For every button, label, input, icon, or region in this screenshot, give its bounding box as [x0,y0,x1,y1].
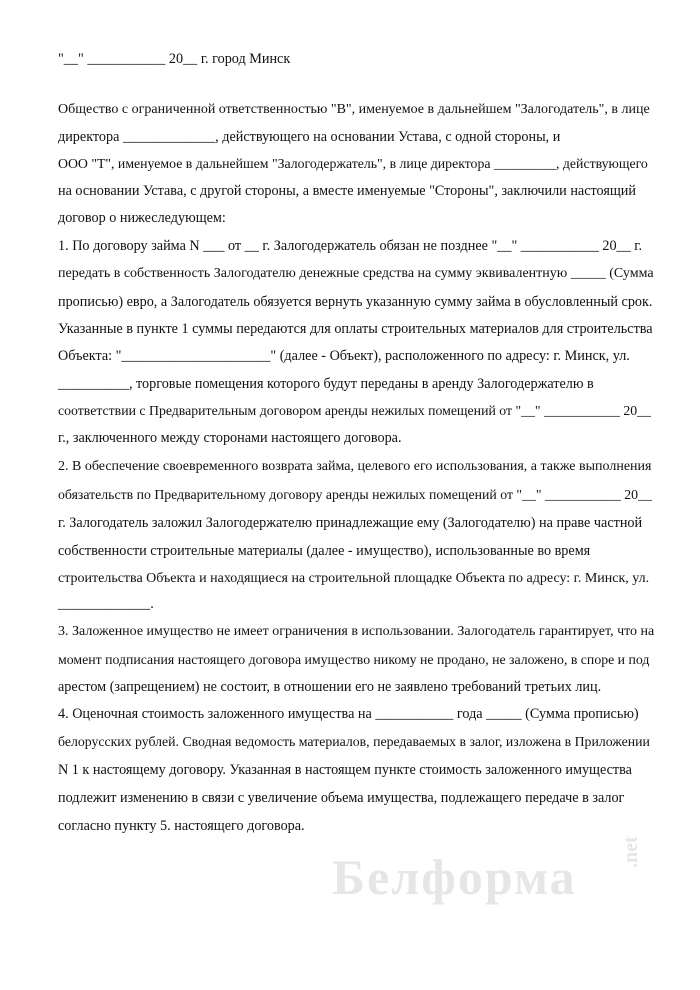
text-line: белорусских рублей. Сводная ведомость материалов, передаваемых в залог, изложена в Приложении [58,734,650,749]
text-line: собственности строительные материалы (далее - имущество), использованные во время [58,543,591,559]
text-line: 3. Заложенное имущество не имеет ограничения в использовании. Залогодатель гарантирует, что на [58,624,655,639]
text-line: передать в собственность Залогодателю денежные средства на сумму эквивалентную _____ (Сумма [58,266,654,281]
text-line: соответствии с Предварительным договором аренды нежилых помещений от "__" ___________ 20__ [58,403,651,418]
text-line: 1. По договору займа N ___ от __ г. Залогодержатель обязан не позднее "__" ___________ 20__ г. [58,238,643,254]
text-line: Общество с ограниченной ответственностью "В", именуемое в дальнейшем "Залогодатель", в лице [58,102,650,117]
text-line: 2. В обеспечение своевременного возврата займа, целевого его использования, а также выполнения [58,459,652,474]
watermark-suffix: .net [620,836,642,868]
text-line: Объекта: "_____________________" (далее - Объект), расположенного по адресу: г. Минск, ул. [58,348,630,364]
text-line: N 1 к настоящему договору. Указанная в настоящем пункте стоимость заложенного имущества [58,762,632,778]
text-line: обязательств по Предварительному договору аренды нежилых помещений от "__" ___________ 20__ [58,487,652,502]
watermark-logo: Белформа [332,849,577,905]
text-line: строительства Объекта и находящиеся на строительной площадке Объекта по адресу: г. Минск, ул. [58,571,650,586]
text-line: Указанные в пункте 1 суммы передаются для оплаты строительных материалов для строительства [58,321,653,337]
text-line: _____________. [58,596,154,612]
text-line: подлежит изменению в связи с увеличение объема имущества, подлежащего передаче в залог [58,790,625,806]
text-line: г. Залогодатель заложил Залогодержателю принадлежащие ему (Залогодателю) на праве частной [58,515,643,531]
text-line: прописью) евро, а Залогодатель обязуется вернуть указанную сумму займа в обусловленный срок. [58,294,653,310]
text-line: 4. Оценочная стоимость заложенного имущества на ___________ года _____ (Сумма прописью) [58,706,639,722]
text-line: договор о нижеследующем: [58,210,226,226]
document-header: "__" ___________ 20__ г. город Минск [58,51,291,67]
text-line: г., заключенного между сторонами настоящего договора. [58,430,402,446]
text-line: ООО "Т", именуемое в дальнейшем "Залогодержатель", в лице директора _________, действующего [58,156,648,171]
text-line: директора _____________, действующего на основании Устава, с одной стороны, и [58,129,561,145]
text-line: __________, торговые помещения которого будут переданы в аренду Залогодержателю в [58,376,594,392]
text-line: на основании Устава, с другой стороны, а вместе именуемые "Стороны", заключили настоящий [58,183,636,199]
text-line: согласно пункту 5. настоящего договора. [58,818,305,834]
text-line: момент подписания настоящего договора имущество никому не продано, не заложено, в споре и под [58,652,650,667]
text-line: арестом (запрещением) не состоит, в отношении его не заявлено требований третьих лиц. [58,679,602,695]
